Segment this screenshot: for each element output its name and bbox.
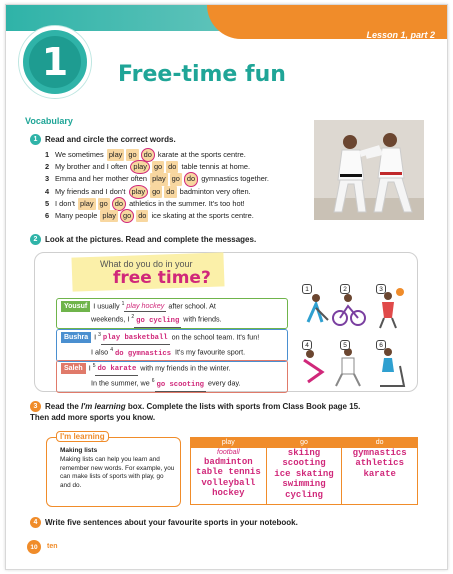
list-item: gymnastics (352, 448, 407, 458)
list-item: hockey (212, 488, 245, 499)
page-word: ten (47, 543, 58, 550)
question-line1: What do you do in your (100, 259, 193, 269)
scooting-picture (380, 348, 404, 386)
word-option[interactable]: play (150, 173, 168, 185)
ex2-instruction: 2 Look at the pictures. Read and complete the messages. (30, 234, 256, 245)
list-item: scooting (282, 458, 326, 469)
ex1-item: 6 Many people play go do ice skating at the sports centre. (45, 209, 269, 221)
sender-name: Yousuf (61, 301, 90, 312)
column-header: play (191, 438, 266, 448)
cycling-picture (333, 294, 365, 325)
page-title: Free-time fun (118, 62, 286, 87)
word-option[interactable]: do (136, 210, 148, 222)
answer-blank[interactable]: go scooting (155, 380, 206, 392)
list-item: volleyball (201, 477, 256, 488)
word-option[interactable]: play (129, 185, 149, 199)
basketball-picture (380, 288, 404, 328)
picture-number: 6 (376, 340, 386, 350)
list-item: skiing (287, 448, 321, 458)
ex1-item: 4 My friends and I don't play go do badminton very often. (45, 185, 269, 197)
word-option[interactable]: do (112, 197, 126, 211)
exercise-number: 4 (30, 517, 41, 528)
unit-number: 1 (41, 40, 69, 84)
column-play (191, 438, 267, 504)
ex1-item: 3 Emma and her mother often play go do gymnastics together. (45, 172, 269, 184)
gymnastics-picture (304, 350, 322, 382)
word-option[interactable]: go (98, 198, 110, 210)
answer-blank[interactable]: do gymnastics (113, 349, 173, 361)
list-item: athletics (355, 458, 404, 469)
message-2: Saleh I $^5$ do karate with my friends in the winter. In the summer, we $^6$ go scooting every day. (56, 360, 288, 393)
picture-number: 1 (302, 284, 312, 294)
learning-tag: I'm learning (56, 431, 109, 442)
exercise-number: 1 (30, 134, 41, 145)
learning-text: Making lists can help you learn and remember new words. For example, you can make lists of sports with play, go and do. (60, 456, 175, 489)
answer-blank[interactable]: play hockey (126, 301, 165, 311)
answer-blank[interactable]: play basketball (101, 333, 170, 345)
sender-name: Saleh (61, 363, 86, 374)
word-option[interactable]: play (78, 198, 96, 210)
ex4-instruction: 4 Write five sentences about your favourite sports in your notebook. (30, 517, 298, 528)
ex1-item: 2 My brother and I often play go do table tennis at home. (45, 160, 269, 172)
sender-name: Bushra (61, 332, 91, 343)
sports-table (190, 437, 418, 505)
message-0: Yousuf I usually $^1$ play hockey after school. At weekends, I $^2$ go cycling with friends. (56, 298, 288, 329)
karate-picture (336, 348, 360, 386)
picture-number: 2 (340, 284, 350, 294)
example-word: football (217, 449, 240, 456)
list-item: ice skating (274, 468, 334, 479)
picture-number: 5 (340, 340, 350, 350)
answer-blank[interactable]: do karate (95, 364, 138, 376)
word-option[interactable]: play (130, 160, 150, 174)
word-option[interactable]: play (100, 210, 118, 222)
question-line2: free time? (113, 268, 211, 288)
list-item: swimming (282, 479, 326, 490)
page-number: 10 (27, 540, 41, 554)
exercise-number: 2 (30, 234, 41, 245)
ex1-item: 1 We sometimes play go do karate at the sports centre. (45, 148, 269, 160)
word-option[interactable]: go (126, 149, 138, 161)
word-option[interactable]: play (107, 149, 125, 161)
karate-photo (314, 120, 424, 220)
word-option[interactable]: do (166, 161, 178, 173)
vocabulary-heading: Vocabulary (25, 116, 73, 126)
ex3-instruction: 3 Read the I'm learning box. Complete the lists with sports from Class Book page 15. Then add more sports you know. (30, 402, 361, 423)
column-do (342, 438, 417, 504)
list-item: table tennis (195, 467, 261, 478)
lesson-label: Lesson 1, part 2 (366, 30, 435, 40)
learning-heading: Making lists (60, 447, 98, 454)
ex1-item: 5 I don't play go do athletics in the summer. It's too hot! (45, 197, 269, 209)
answer-blank[interactable]: go cycling (134, 316, 181, 328)
ex1-instruction: 1 Read and circle the correct words. (30, 134, 176, 145)
column-go (267, 438, 343, 504)
list-item: cycling (285, 489, 323, 500)
picture-number: 3 (376, 284, 386, 294)
word-option[interactable]: go (150, 186, 162, 198)
hockey-picture (308, 294, 328, 322)
word-option[interactable]: do (141, 148, 155, 162)
exercise-number: 3 (30, 401, 41, 412)
list-item: karate (363, 468, 396, 479)
ex1-items (45, 148, 269, 221)
word-option[interactable]: go (120, 209, 134, 223)
word-option[interactable]: do (164, 186, 176, 198)
word-option[interactable]: go (152, 161, 164, 173)
column-header: go (267, 438, 342, 448)
column-header: do (342, 438, 417, 448)
message-1: Bushra I $^3$ play basketball on the school team. It's fun! I also $^4$ do gymnastics It's my favourite sport. (56, 329, 288, 362)
list-item: badminton (204, 457, 253, 467)
word-option[interactable]: do (184, 172, 198, 186)
word-option[interactable]: go (170, 173, 182, 185)
picture-number: 4 (302, 340, 312, 350)
